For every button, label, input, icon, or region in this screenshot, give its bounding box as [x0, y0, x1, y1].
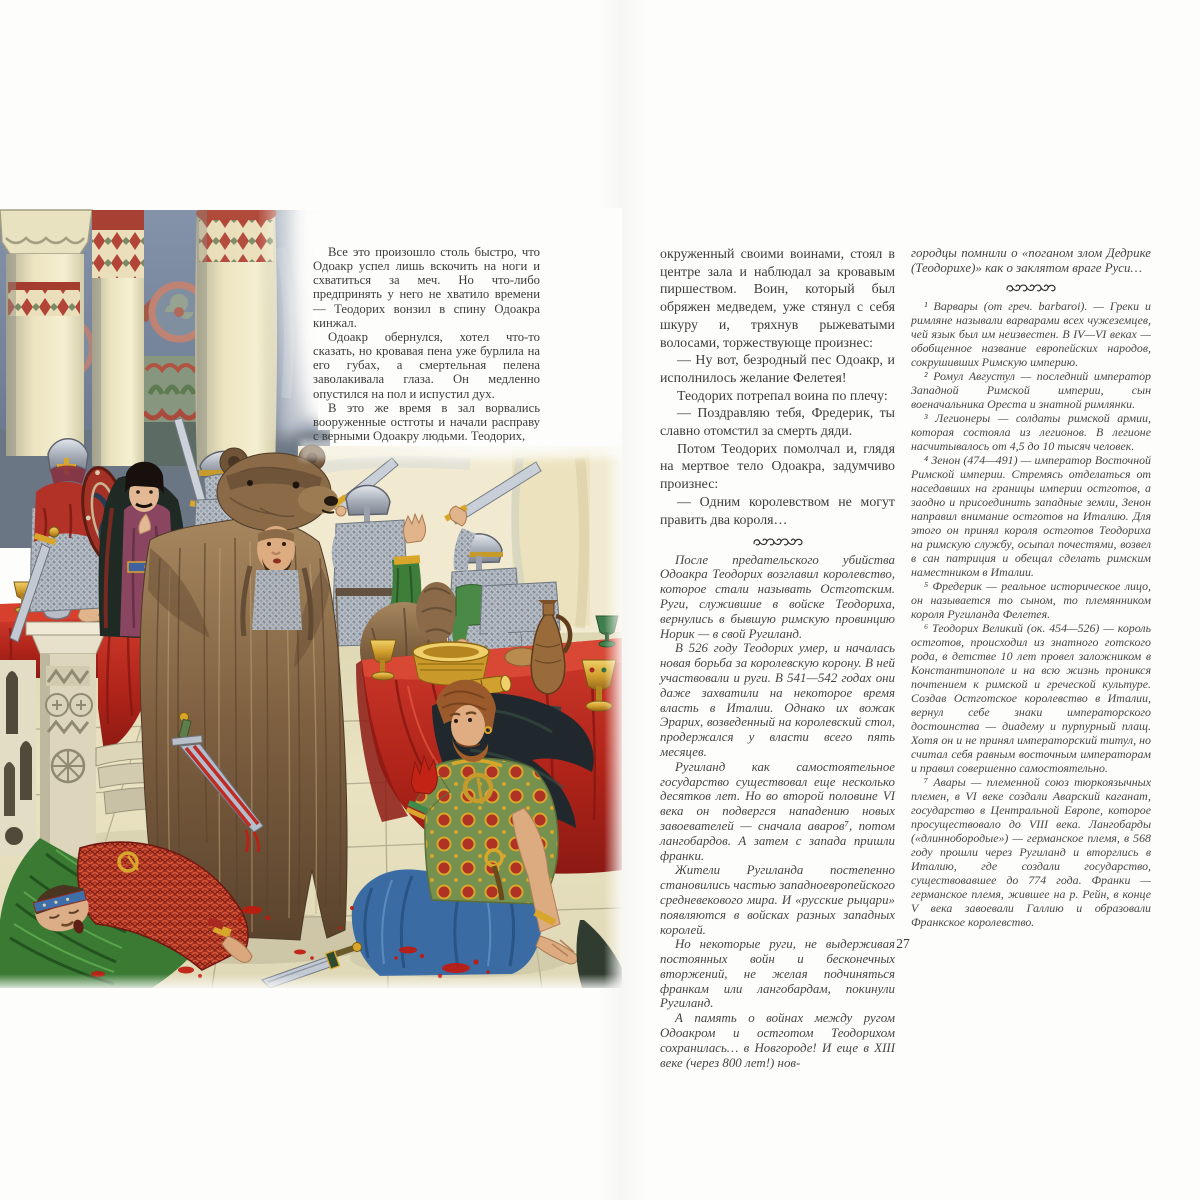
- footnote: ⁷ Авары — племенной союз тюркоязычных племен, в VI веке создали Аварский каганат, государство в Центральной Европе, которое просуществовало до VIII века. Лангобарды («длиннобородые») — германское племя, в 568 году прошли через Ругиланд и вторглись в Италию, где создали государство, существовавшее до 774 года. Франки — германское племя, жившее на р. Рейн, в конце V века завоевали Галлию и образовали Франкское королевство.: [911, 774, 1151, 929]
- paragraph: Одоакр обернулся, хотел что-то сказать, но кровавая пена уже бурлила на его губах, а смертельная пелена заволакивала глаза. Он медленно опустился на пол и испустил дух.: [313, 329, 540, 401]
- paragraph: Теодорих потрепал воина по плечу:: [677, 388, 888, 404]
- paragraph: Все это произошло столь быстро, что Одоакр успел лишь вскочить на ноги и схватиться за меч. Но что-либо предпринять у него не хватило времени — Теодорих вонзил в спину Одоакра кинжал.: [313, 245, 540, 330]
- paragraph: окруженный своими воинами, стоял в центре зала и наблюдал за кровавым пиршеством. Воин, который был обряжен медведем, уже стянул с себя шкуру и, тряхнув рыжеватыми волосами, торжествующе произнес:: [660, 247, 895, 351]
- footnote: ¹ Варвары (от греч. barbaroi). — Греки и римляне называли варварами всех чужеземцев, чей язык был им неизвестен. В IV—VI веках — обобщенное название европейских народов, сокрушивших Римскую империю.: [911, 298, 1151, 369]
- narrative-text: [660, 246, 895, 529]
- paragraph: В это же время в зал ворвались вооруженные остготы и начали расправу с верными Одоакру людьми. Теодорих,: [313, 400, 540, 444]
- footnote: ⁵ Фредерик — реальное историческое лицо, он называется то сыном, то племянником короля Ругиланда Фелетея.: [911, 578, 1151, 621]
- page-number: 27: [896, 936, 910, 951]
- paragraph: Жители Ругиланда постепенно становились частью западноевропейского средневекового мира. И «русские рыцари» появляются в войсках разных западных королей.: [660, 863, 895, 937]
- paragraph: А память о войнах между ругом Одоакром и остготом Теодорихом сохранилась… в Новгороде! И еще в XIII веке (через 800 лет!) нов-: [660, 1011, 895, 1070]
- right-page-column-2: [911, 246, 1151, 929]
- footnotes: [911, 299, 1151, 929]
- footnote: ⁶ Теодорих Великий (ок. 454—526) — король остготов, происходил из знатного готского рода, в детстве 10 лет провел заложником в Константинополе и на всю жизнь проникся почтением к римской и греческой культуре. Создав Остготское королевство в Италии, вернул себе знаки императорского достоинства — диадему и пурпурный плащ. Хотя он и не принял императорский титул, но считал себя равным восточным императорам и правил совершенно самостоятельно.: [911, 620, 1151, 775]
- section-divider: [911, 282, 1151, 294]
- historical-commentary: [660, 553, 895, 1071]
- column-left: [0, 210, 92, 456]
- left-page-text-block: [313, 245, 540, 443]
- paragraph: — Ну вот, безродный пес Одоакр, и исполнилось желание Фелетея!: [660, 353, 895, 386]
- column-middle: [92, 210, 144, 466]
- paragraph: городцы помнили о «поганом злом Дедрике (Теодорихе)» как о заклятом враге Руси…: [911, 246, 1151, 275]
- footnote: ³ Легионеры — солдаты римской армии, которая состояла из легионов. В легионе насчитывалось от 4,5 до 10 тысяч человек.: [911, 410, 1151, 453]
- column-right: [195, 210, 277, 470]
- paragraph: Ругиланд как самостоятельное государство существовал еще несколько десятков лет. Но во второй половине VI века он подвергся нападению новых завоевателей — сначала аваров⁷, потом лангобардов. А затем с запада пришли франки.: [660, 759, 895, 863]
- paragraph: Потом Теодорих помолчал и, глядя на мертвое тело Одоакра, задумчиво произнес:: [660, 441, 895, 493]
- paragraph: Но некоторые руги, не выдерживая постоянных войн и бесконечных вторжений, не желая подчиняться франкам или лангобардам, покинули Ругиланд.: [660, 937, 895, 1011]
- footnote: ² Ромул Августул — последний император Западной Римской империи, сын военачальника Ореста и знатной римлянки.: [911, 368, 1151, 411]
- paragraph: В 526 году Теодорих умер, и началась новая борьба за королевскую корону. В ней участвовали и руги. В 541—542 годах они даже захватили на некоторое время власть в Италии. Однако их вожак Эрарих, возведенный на королевский стол, продержался у власти всего пять месяцев.: [660, 641, 895, 759]
- paragraph: — Поздравляю тебя, Фредерик, ты славно отомстил за смерть дяди.: [660, 406, 895, 440]
- historical-commentary-continued: [911, 246, 1151, 276]
- scroll-flourish-icon: [1005, 282, 1057, 294]
- paragraph: — Одним королевством не могут править два короля…: [660, 494, 895, 528]
- scroll-flourish-icon: [752, 536, 804, 548]
- footnote: ⁴ Зенон (474—491) — император Восточной Римской империи. Стремясь отделаться от наседавших на границы империи остготов, а заодно и присоединить западные земли, Зенон направил внимание остготов на Италию. Для этого он принял короля остготов Теодориха на римскую службу, осыпал почестями, возвел в сан патриция и обещал сделать римским наместником в Италии.: [911, 452, 1151, 579]
- gold-bowl: [413, 642, 489, 685]
- paragraph: После предательского убийства Одоакра Теодорих возглавил королевство, которое стали называть Остготским. Руги, служившие в войске Теодориха, вернулись в бывшую римскую провинцию Норик — в свой Ругиланд.: [660, 552, 895, 641]
- section-divider: [660, 535, 895, 547]
